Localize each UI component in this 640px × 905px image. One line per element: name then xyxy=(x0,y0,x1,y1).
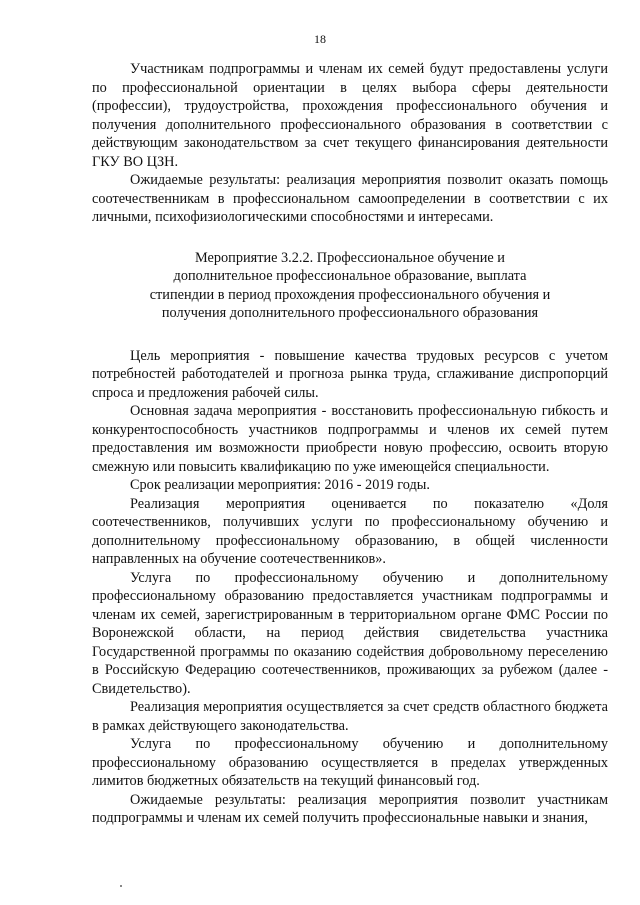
paragraph: Услуга по профессиональному обучению и дополнительному профессиональному образованию предоставляется участникам подпрограммы и членам их семей, зарегистрированным в территориальном органе ФМС России по Воронежской области, на период действия свидетельства участника Государственной программы по оказанию содействия добровольному переселению в Российскую Федерацию соотечественников, проживающих за рубежом (далее - Свидетельство). xyxy=(92,569,608,697)
paragraph: Основная задача мероприятия - восстановить профессиональную гибкость и конкурентоспособность участников подпрограммы и членов их семей путем предоставления им возможности приобрести новую профессию, освоить вторую смежную или повысить квалификацию по уже имеющейся специальности. xyxy=(92,403,608,475)
paragraph: Участникам подпрограммы и членам их семей будут предоставлены услуги по профессиональной ориентации в целях выбора сферы деятельности (профессии), трудоустройства, прохождения профессионального обучения и получения дополнительного профессионального образования в соответствии с действующим законодательством за счет текущего финансирования деятельности ГКУ ВО ЦЗН. xyxy=(92,61,608,170)
paragraph: Услуга по профессиональному обучению и дополнительному профессиональному образованию осуществляется в пределах утвержденных лимитов бюджетных обязательств на текущий финансовый год. xyxy=(92,736,608,789)
paragraph: Срок реализации мероприятия: 2016 - 2019 годы. xyxy=(130,477,430,493)
document-body xyxy=(92,60,608,828)
page-number: 18 xyxy=(314,32,326,46)
heading-line: дополнительное профессиональное образование, выплата xyxy=(173,268,527,284)
paragraph: Реализация мероприятия осуществляется за счет средств областного бюджета в рамках действующего законодательства. xyxy=(92,699,608,734)
heading-line: получения дополнительного профессионального образования xyxy=(161,305,539,321)
section-heading xyxy=(92,249,608,323)
heading-line: Мероприятие 3.2.2. Профессиональное обучение и xyxy=(195,249,505,266)
paragraph: Ожидаемые результаты: реализация мероприятия позволит оказать помощь соотечественникам в профессиональном самоопределении в соответствии с их личными, психофизиологическими способностями и интересами. xyxy=(92,172,608,225)
paragraph: Цель мероприятия - повышение качества трудовых ресурсов с учетом потребностей работодателей и прогноза рынка труда, сглаживание диспропорций спроса и предложения рабочей силы. xyxy=(92,347,608,401)
paragraph: Реализация мероприятия оценивается по показателю «Доля соотечественников, получивших услуги по профессиональному обучению и дополнительному профессиональному образованию, в общей численности направленных на обучение соотечественников». xyxy=(92,495,608,567)
scan-speck xyxy=(120,885,122,887)
heading-line: стипендии в период прохождения профессионального обучения и xyxy=(149,286,551,303)
paragraph: Ожидаемые результаты: реализация мероприятия позволит участникам подпрограммы и членам их семей получить профессиональные навыки и знания, xyxy=(92,791,608,826)
